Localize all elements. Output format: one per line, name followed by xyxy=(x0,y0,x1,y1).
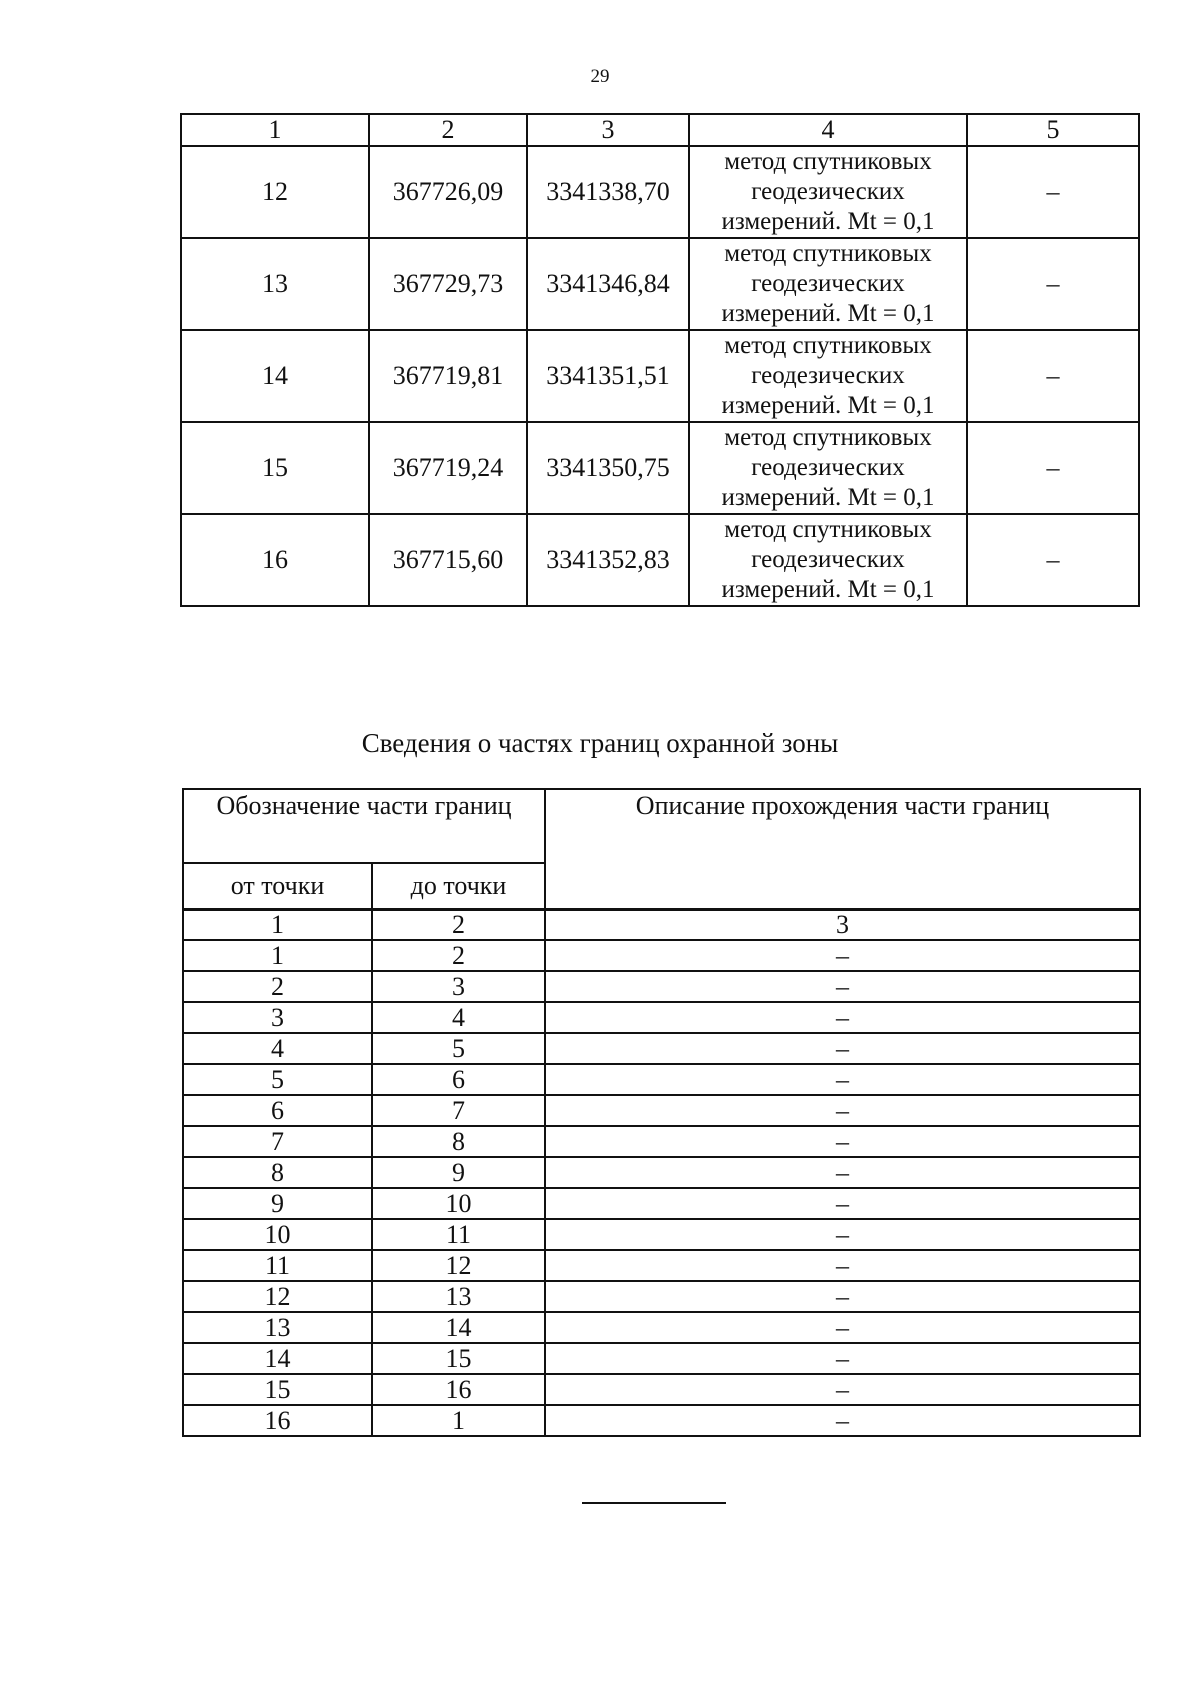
from-point-header: от точки xyxy=(183,863,372,910)
coordinates-header-row xyxy=(181,114,1139,146)
to-point-cell: 8 xyxy=(372,1126,545,1157)
method-line: измерений. Mt = 0,1 xyxy=(721,484,935,511)
table-row xyxy=(183,1095,1140,1126)
method-line: метод спутниковых xyxy=(724,516,932,543)
table-row xyxy=(183,1157,1140,1188)
note-cell: – xyxy=(967,514,1139,606)
from-point-cell: 14 xyxy=(183,1343,372,1374)
note-cell: – xyxy=(967,422,1139,514)
table-row xyxy=(183,1033,1140,1064)
point-number: 15 xyxy=(181,422,369,514)
to-point-cell: 3 xyxy=(372,971,545,1002)
to-point-cell: 2 xyxy=(372,940,545,971)
description-cell: – xyxy=(545,1374,1140,1405)
table-row xyxy=(181,422,1139,514)
description-header: Описание прохождения части границ xyxy=(545,789,1140,910)
method-line: метод спутниковых xyxy=(724,332,932,359)
table-row xyxy=(183,1219,1140,1250)
coordinate-x: 367726,09 xyxy=(369,146,527,238)
method-cell xyxy=(689,422,967,514)
coordinate-y: 3341338,70 xyxy=(527,146,689,238)
designation-header: Обозначение части границ xyxy=(183,789,545,863)
method-line: измерений. Mt = 0,1 xyxy=(721,576,935,603)
method-line: геодезических xyxy=(751,178,905,205)
table-row xyxy=(181,238,1139,330)
coordinate-x: 367715,60 xyxy=(369,514,527,606)
coordinate-y: 3341352,83 xyxy=(527,514,689,606)
from-point-cell: 10 xyxy=(183,1219,372,1250)
method-line: метод спутниковых xyxy=(724,240,932,267)
to-point-cell: 6 xyxy=(372,1064,545,1095)
method-cell xyxy=(689,238,967,330)
table-row xyxy=(183,1343,1140,1374)
to-point-cell: 1 xyxy=(372,1405,545,1436)
table-row xyxy=(183,1312,1140,1343)
to-point-cell: 15 xyxy=(372,1343,545,1374)
column-number-1: 1 xyxy=(183,910,372,941)
table-row xyxy=(183,1064,1140,1095)
boundary-parts-table xyxy=(182,788,1141,1437)
method-line: геодезических xyxy=(751,362,905,389)
closing-rule xyxy=(582,1502,726,1504)
table-row xyxy=(183,1374,1140,1405)
from-point-cell: 3 xyxy=(183,1002,372,1033)
method-cell xyxy=(689,330,967,422)
to-point-cell: 10 xyxy=(372,1188,545,1219)
table-row xyxy=(183,1405,1140,1436)
to-point-cell: 5 xyxy=(372,1033,545,1064)
method-line: измерений. Mt = 0,1 xyxy=(721,392,935,419)
to-point-cell: 11 xyxy=(372,1219,545,1250)
description-cell: – xyxy=(545,1033,1140,1064)
description-cell: – xyxy=(545,1219,1140,1250)
section-title: Сведения о частях границ охранной зоны xyxy=(361,728,839,758)
description-cell: – xyxy=(545,1002,1140,1033)
parts-table-body xyxy=(183,940,1140,1436)
from-point-cell: 16 xyxy=(183,1405,372,1436)
description-cell: – xyxy=(545,1281,1140,1312)
parts-header-row xyxy=(183,789,1140,863)
to-point-cell: 7 xyxy=(372,1095,545,1126)
from-point-cell: 13 xyxy=(183,1312,372,1343)
column-number-1: 1 xyxy=(181,114,369,146)
coordinate-x: 367719,24 xyxy=(369,422,527,514)
description-cell: – xyxy=(545,1343,1140,1374)
point-number: 13 xyxy=(181,238,369,330)
method-cell xyxy=(689,514,967,606)
column-number-2: 2 xyxy=(372,910,545,941)
description-cell: – xyxy=(545,1095,1140,1126)
method-line: измерений. Mt = 0,1 xyxy=(721,300,935,327)
from-point-cell: 1 xyxy=(183,940,372,971)
method-line: геодезических xyxy=(751,270,905,297)
column-number-5: 5 xyxy=(967,114,1139,146)
from-point-cell: 6 xyxy=(183,1095,372,1126)
page-number: 29 xyxy=(590,66,610,87)
column-number-3: 3 xyxy=(545,910,1140,941)
description-cell: – xyxy=(545,1126,1140,1157)
to-point-cell: 13 xyxy=(372,1281,545,1312)
to-point-header: до точки xyxy=(372,863,545,910)
from-point-cell: 9 xyxy=(183,1188,372,1219)
from-point-cell: 5 xyxy=(183,1064,372,1095)
to-point-cell: 16 xyxy=(372,1374,545,1405)
method-line: метод спутниковых xyxy=(724,148,932,175)
method-line: геодезических xyxy=(751,454,905,481)
description-cell: – xyxy=(545,1064,1140,1095)
from-point-cell: 4 xyxy=(183,1033,372,1064)
column-number-2: 2 xyxy=(369,114,527,146)
method-cell xyxy=(689,146,967,238)
coordinate-x: 367729,73 xyxy=(369,238,527,330)
table-row xyxy=(181,146,1139,238)
coordinate-y: 3341346,84 xyxy=(527,238,689,330)
table-row xyxy=(183,1188,1140,1219)
coordinates-table xyxy=(180,113,1140,607)
description-cell: – xyxy=(545,1312,1140,1343)
method-line: метод спутниковых xyxy=(724,424,932,451)
coordinate-y: 3341350,75 xyxy=(527,422,689,514)
note-cell: – xyxy=(967,238,1139,330)
from-point-cell: 8 xyxy=(183,1157,372,1188)
from-point-cell: 15 xyxy=(183,1374,372,1405)
description-cell: – xyxy=(545,1157,1140,1188)
table-row xyxy=(181,514,1139,606)
description-cell: – xyxy=(545,971,1140,1002)
note-cell: – xyxy=(967,146,1139,238)
description-cell: – xyxy=(545,1405,1140,1436)
description-cell: – xyxy=(545,1188,1140,1219)
description-cell: – xyxy=(545,940,1140,971)
parts-column-numbers-row xyxy=(183,910,1140,941)
table-row xyxy=(183,1126,1140,1157)
method-line: геодезических xyxy=(751,546,905,573)
table-row xyxy=(183,940,1140,971)
from-point-cell: 2 xyxy=(183,971,372,1002)
point-number: 14 xyxy=(181,330,369,422)
point-number: 16 xyxy=(181,514,369,606)
note-cell: – xyxy=(967,330,1139,422)
table-row xyxy=(183,1002,1140,1033)
table-row xyxy=(183,1250,1140,1281)
description-cell: – xyxy=(545,1250,1140,1281)
table-row xyxy=(183,1281,1140,1312)
from-point-cell: 12 xyxy=(183,1281,372,1312)
from-point-cell: 7 xyxy=(183,1126,372,1157)
method-line: измерений. Mt = 0,1 xyxy=(721,208,935,235)
to-point-cell: 14 xyxy=(372,1312,545,1343)
to-point-cell: 4 xyxy=(372,1002,545,1033)
point-number: 12 xyxy=(181,146,369,238)
to-point-cell: 9 xyxy=(372,1157,545,1188)
column-number-4: 4 xyxy=(689,114,967,146)
column-number-3: 3 xyxy=(527,114,689,146)
to-point-cell: 12 xyxy=(372,1250,545,1281)
table-row xyxy=(183,971,1140,1002)
coordinate-y: 3341351,51 xyxy=(527,330,689,422)
from-point-cell: 11 xyxy=(183,1250,372,1281)
coordinate-x: 367719,81 xyxy=(369,330,527,422)
table-row xyxy=(181,330,1139,422)
